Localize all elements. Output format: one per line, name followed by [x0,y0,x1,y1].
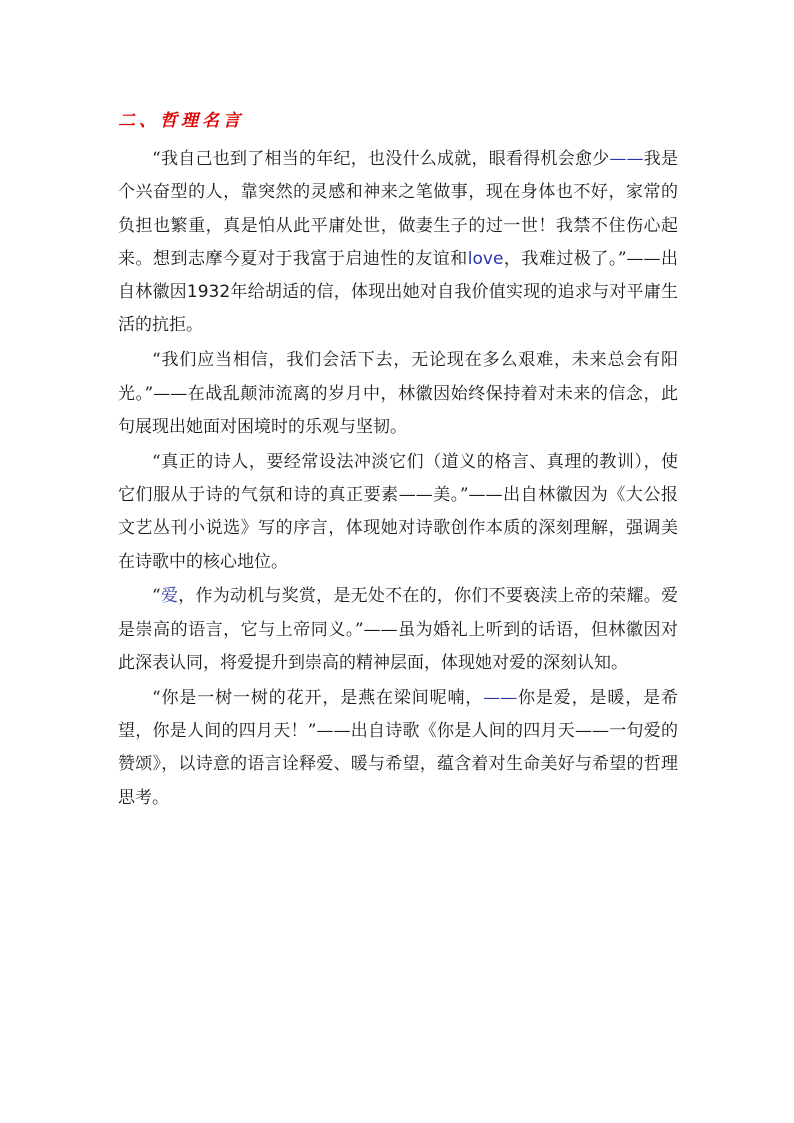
quotes-content [118,143,678,815]
quote-1-part-b: 我是个兴奋型的人，靠突然的灵感和神来之笔做事，现在身体也不好，家常的负担也繁重，真是怕从此平庸处世，做妻生子的过一世！我禁不住伤心起来。想到志摩今夏对于我富于启迪性的友谊和 [118,149,678,269]
quote-4-ai-word: 爱 [160,586,179,607]
quote-1-part-a: “我自己也到了相当的年纪，也没什么成就，眼看得机会愈少 [152,149,610,169]
quote-4-rest: ，作为动机与奖赏，是无处不在的，你们不要亵渎上帝的荣耀。爱是崇高的语言，它与上帝同义。”——虽为婚礼上听到的话语，但林徽因对此深表认同，将爱提升到崇高的精神层面，体现她对爱的深刻认知。 [118,586,679,673]
quote-5-part-a: “你是一树一树的花开，是燕在梁间呢喃， [152,687,484,708]
quote-1-part-d: 年给胡适的信，体现出她对自我价值实现的追求与对平庸生活的抗拒。 [118,282,679,336]
quote-paragraph-4 [118,580,678,680]
quote-paragraph-3: “真正的诗人，要经常设法冲淡它们（道义的格言、真理的教训），使它们服从于诗的气氛和诗的真正要素——美。”——出自林徽因为《大公报文艺丛刊小说选》写的序言，体现她对诗歌创作本质的深刻理解，强调美在诗歌中的核心地位。 [118,451,678,572]
quote-paragraph-1 [118,143,678,343]
quote-4-open-quote: “ [152,586,161,607]
quote-5-part-b: 你是爱，是暖，是希望，你是人间的四月天！”——出自诗歌《你是人间的四月天——一句爱的赞颂》，以诗意的语言诠释爱、暖与希望，蕴含着对生命美好与希望的哲理思考。 [118,687,678,808]
quote-paragraph-5 [118,682,678,815]
quote-1-love-word: love [467,248,504,269]
quote-1-part-c: ，我难过极了。”——出自林徽因 [118,248,679,303]
quote-5-dash: —— [483,687,518,708]
quote-1-dash: —— [609,149,644,169]
section-title: 二、哲理名言 [118,111,244,131]
quote-1-year: 1932 [186,282,231,303]
quote-paragraph-2: “我们应当相信，我们会活下去，无论现在多么艰难，未来总会有阳光。”——在战乱颠沛流离的岁月中，林徽因始终保持着对未来的信念，此句展现出她面对困境时的乐观与坚韧。 [118,350,678,437]
